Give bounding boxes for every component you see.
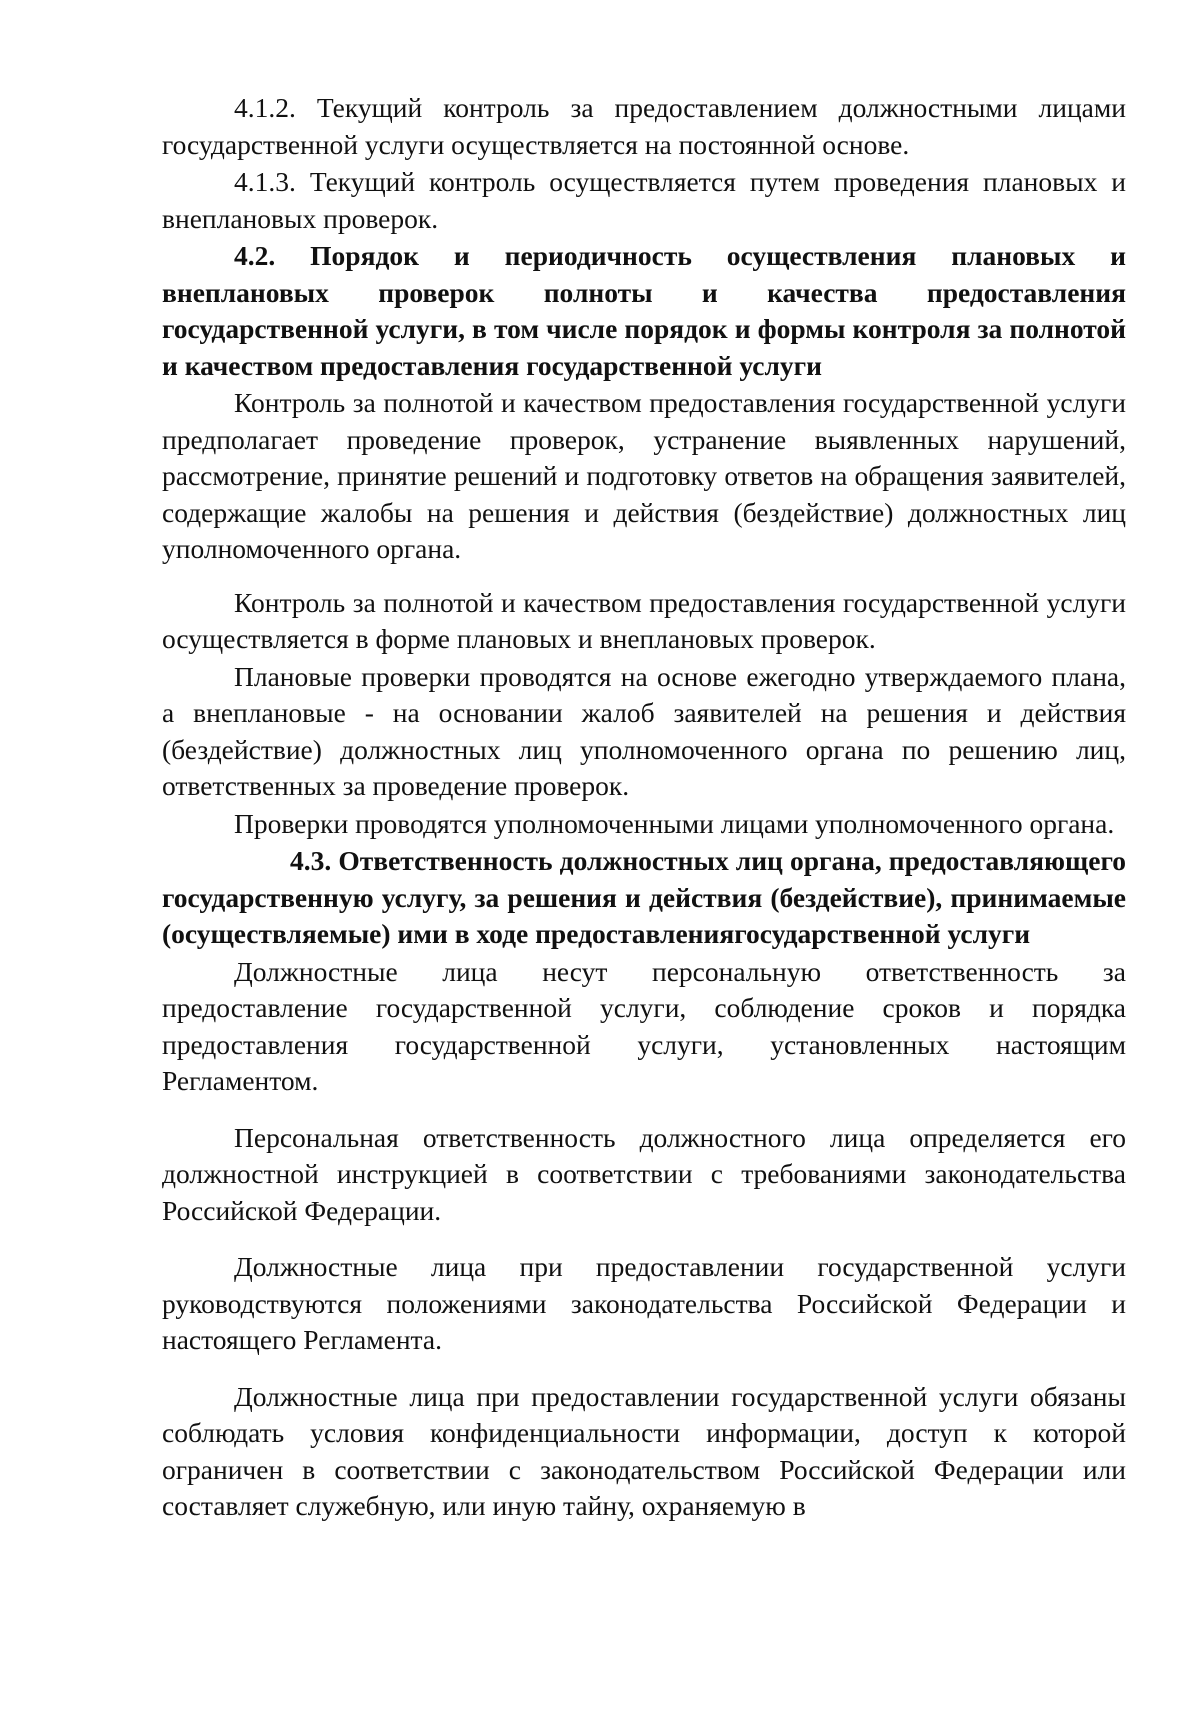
paragraph-control-scope: Контроль за полнотой и качеством предоставления государственной услуги предполагает проведение проверок, устранение выявленных нарушений, рассмотрение, принятие решений и подготовку ответов на обращения заявителей, содержащие жалобы на решения и действия (бездействие) должностных лиц уполномоченного органа. — [162, 387, 1126, 564]
paragraph-legislation-guidance: Должностные лица при предоставлении государственной услуги руководствуются положениями законодательства Российской Федерации и настоящего Регламента. — [162, 1251, 1126, 1355]
paragraph-job-instruction: Персональная ответственность должностного лица определяется его должностной инструкцией в соответствии с требованиями законодательства Российской Федерации. — [162, 1121, 1126, 1226]
paragraph-control-form: Контроль за полнотой и качеством предоставления государственной услуги осуществляется в форме плановых и внеплановых проверок. — [162, 586, 1126, 654]
paragraph-checks-performers: Проверки проводятся уполномоченными лицами уполномоченного органа. — [234, 807, 1115, 839]
document-text — [162, 90, 1126, 1526]
paragraph-4-1-3: 4.1.3. Текущий контроль осуществляется путем проведения плановых и внеплановых проверок. — [162, 166, 1126, 234]
paragraph-4-1-2: 4.1.2. Текущий контроль за предоставлением должностными лицами государственной услуги осуществляется на постоянной основе. — [162, 92, 1126, 160]
paragraph-personal-responsibility: Должностные лица несут персональную ответственность за предоставление государственной услуги, соблюдение сроков и порядка предоставления государственной услуги, установленных настоящим Регламентом. — [162, 955, 1126, 1096]
section-heading-4-2: 4.2. Порядок и периодичность осуществления плановых и внеплановых проверок полноты и качества предоставления государственной услуги, в том числе порядок и формы контроля за полнотой и качеством предоставления государственной услуги — [162, 240, 1126, 381]
paragraph-confidentiality: Должностные лица при предоставлении государственной услуги обязаны соблюдать условия конфиденциальности информации, доступ к которой ограничен в соответствии с законодательством Российской Федерации или составляет служебную, или иную тайну, охраняемую в — [162, 1380, 1126, 1521]
section-heading-4-3: 4.3. Ответственность должностных лиц органа, предоставляющего государственную услугу, за решения и действия (бездействие), принимаемые (осуществляемые) ими в ходе предоставлениягосударственной услуги — [162, 845, 1126, 949]
paragraph-planned-checks: Плановые проверки проводятся на основе ежегодно утверждаемого плана, а внеплановые - на основании жалоб заявителей на решения и действия (бездействие) должностных лиц уполномоченного органа по решению лиц, ответственных за проведение проверок. — [162, 660, 1126, 801]
